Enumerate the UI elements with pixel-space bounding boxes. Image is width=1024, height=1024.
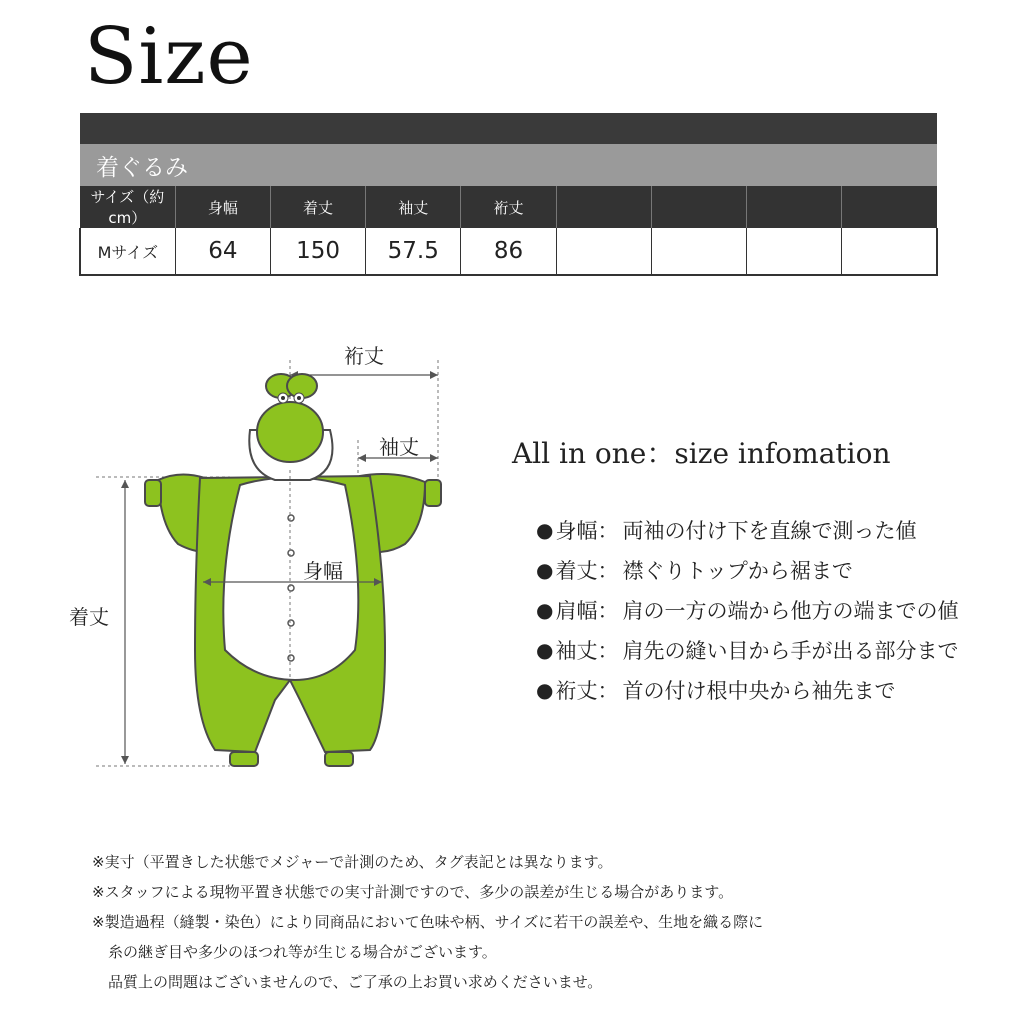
bullet-icon: ● xyxy=(536,518,554,542)
info-title: All in one：size infomation xyxy=(512,437,891,470)
header-kitake: 着丈 xyxy=(270,186,365,228)
list-item xyxy=(536,590,958,630)
term: 着丈： xyxy=(555,559,619,583)
category-label: 着ぐるみ xyxy=(80,144,937,186)
kitake-label: 着丈 xyxy=(69,605,109,629)
header-mihaba: 身幅 xyxy=(175,186,270,228)
header-empty xyxy=(747,186,842,228)
cell-sodetake: 57.5 xyxy=(366,228,461,275)
note-item: ※実寸（平置きした状態でメジャーで計測のため、タグ表記とは異なります。 xyxy=(92,852,613,871)
cell-mihaba: 64 xyxy=(175,228,270,275)
description: 首の付け根中央から袖先まで xyxy=(622,679,896,703)
yuki-label: 裄丈 xyxy=(344,344,384,368)
cell-yukitake: 86 xyxy=(461,228,556,275)
bullet-icon: ● xyxy=(536,558,554,582)
cell-kitake: 150 xyxy=(270,228,365,275)
list-item xyxy=(536,670,958,710)
description: 肩先の縫い目から手が出る部分まで xyxy=(622,639,959,663)
header-empty xyxy=(556,186,651,228)
list-item xyxy=(536,510,958,550)
bullet-icon: ● xyxy=(536,678,554,702)
table-header-row xyxy=(80,186,937,228)
costume-diagram xyxy=(0,320,470,800)
bullet-icon: ● xyxy=(536,598,554,622)
description: 襟ぐりトップから裾まで xyxy=(622,559,853,583)
list-item xyxy=(536,550,958,590)
size-table xyxy=(79,113,938,276)
info-list xyxy=(536,510,958,710)
note-item: 糸の継ぎ目や多少のほつれ等が生じる場合がございます。 xyxy=(108,942,497,961)
header-size: サイズ（約cm） xyxy=(80,186,175,228)
cell-size: Mサイズ xyxy=(80,228,175,275)
bullet-icon: ● xyxy=(536,638,554,662)
description: 肩の一方の端から他方の端までの値 xyxy=(622,599,959,623)
description: 両袖の付け下を直線で測った値 xyxy=(622,519,917,543)
term: 肩幅： xyxy=(555,599,619,623)
header-sodetake: 袖丈 xyxy=(366,186,461,228)
term: 裄丈： xyxy=(555,679,619,703)
term: 身幅： xyxy=(555,519,619,543)
note-item: 品質上の問題はございませんので、ご了承の上お買い求めくださいませ。 xyxy=(108,972,603,991)
list-item xyxy=(536,630,958,670)
term: 袖丈： xyxy=(555,639,619,663)
cell-empty xyxy=(842,228,937,275)
mihaba-label: 身幅 xyxy=(303,559,343,583)
table-category-row xyxy=(80,144,937,186)
table-row xyxy=(80,228,937,275)
note-item: ※スタッフによる現物平置き状態での実寸計測ですので、多少の誤差が生じる場合があります。 xyxy=(92,882,734,901)
table-top-bar xyxy=(80,113,937,144)
header-empty xyxy=(651,186,746,228)
page-title: Size xyxy=(84,12,254,102)
note-item: ※製造過程（縫製・染色）により同商品において色味や柄、サイズに若干の誤差や、生地を織る際に xyxy=(92,912,764,931)
notes-list xyxy=(92,846,763,996)
cell-empty xyxy=(747,228,842,275)
header-empty xyxy=(842,186,937,228)
cell-empty xyxy=(651,228,746,275)
cell-empty xyxy=(556,228,651,275)
sode-label: 袖丈 xyxy=(379,435,419,459)
header-yukitake: 裄丈 xyxy=(461,186,556,228)
